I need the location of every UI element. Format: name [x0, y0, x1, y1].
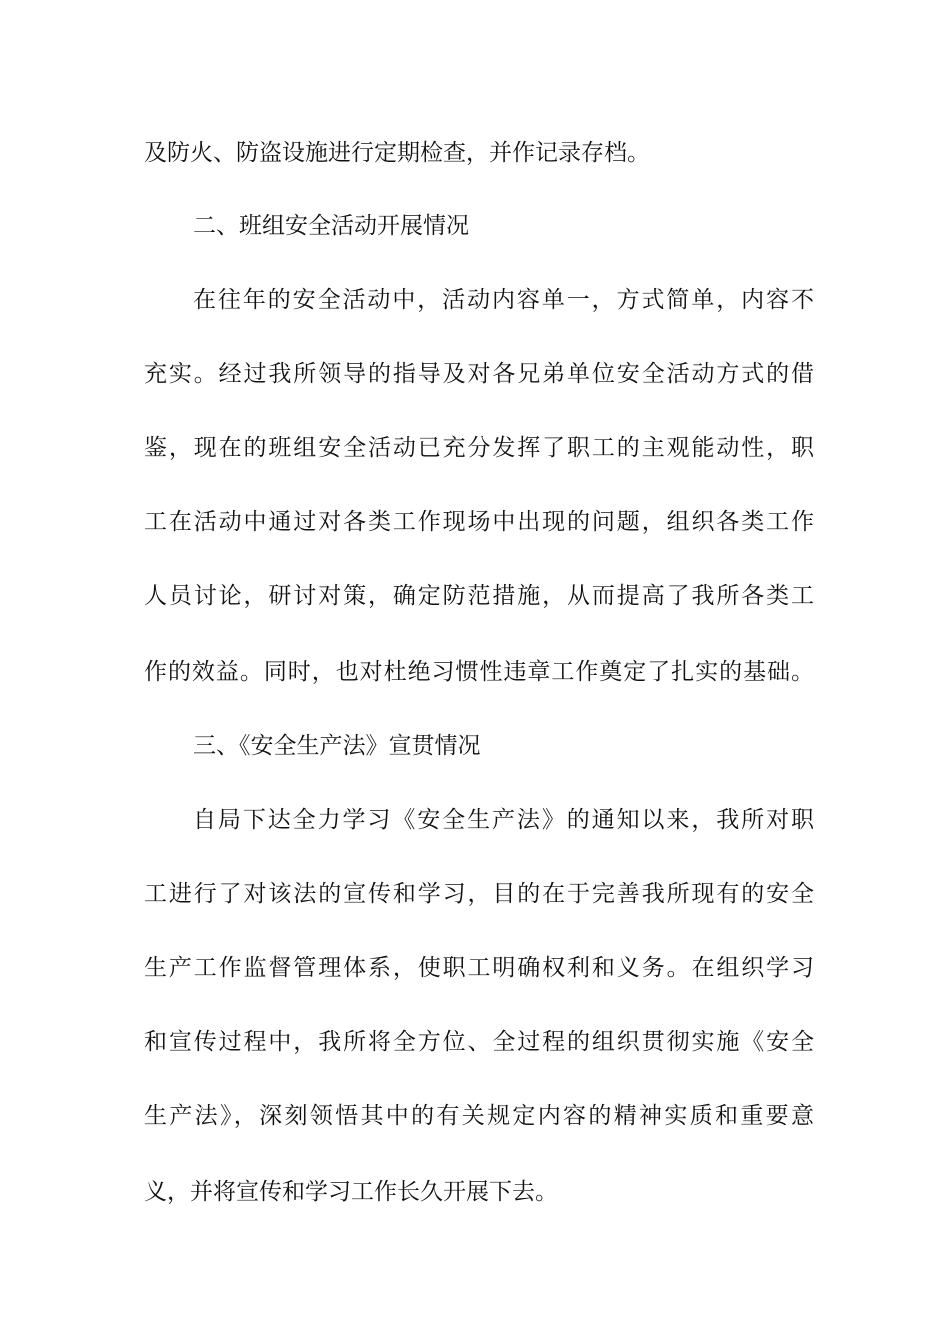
paragraph-line: 自局下达全力学习《安全生产法》的通知以来，我所对职 — [193, 807, 814, 833]
paragraph-line: 生产法》，深刻领悟其中的有关规定内容的精神实质和重要意 — [144, 1103, 814, 1129]
paragraph-line: 在往年的安全活动中，活动内容单一，方式简单，内容不 — [193, 287, 814, 313]
section-heading-2: 二、班组安全活动开展情况 — [193, 213, 469, 239]
paragraph-line: 工在活动中通过对各类工作现场中出现的问题，组织各类工作 — [144, 509, 814, 535]
paragraph-line: 鉴，现在的班组安全活动已充分发挥了职工的主观能动性，职 — [144, 435, 814, 461]
paragraph-line: 义，并将宣传和学习工作长久开展下去。 — [144, 1179, 558, 1205]
section-heading-3: 三、《安全生产法》宣贯情况 — [193, 733, 481, 759]
paragraph-line: 生产工作监督管理体系，使职工明确权利和义务。在组织学习 — [144, 955, 814, 981]
paragraph-line: 人员讨论，研讨对策，确定防范措施，从而提高了我所各类工 — [144, 583, 814, 609]
paragraph-line: 作的效益。同时，也对杜绝习惯性违章工作奠定了扎实的基础。 — [144, 659, 814, 685]
paragraph-line: 和宣传过程中，我所将全方位、全过程的组织贯彻实施《安全 — [144, 1029, 814, 1055]
paragraph-line: 工进行了对该法的宣传和学习，目的在于完善我所现有的安全 — [144, 881, 814, 907]
paragraph-line: 及防火、防盗设施进行定期检查，并作记录存档。 — [144, 140, 650, 166]
paragraph-line: 充实。经过我所领导的指导及对各兄弟单位安全活动方式的借 — [144, 361, 814, 387]
